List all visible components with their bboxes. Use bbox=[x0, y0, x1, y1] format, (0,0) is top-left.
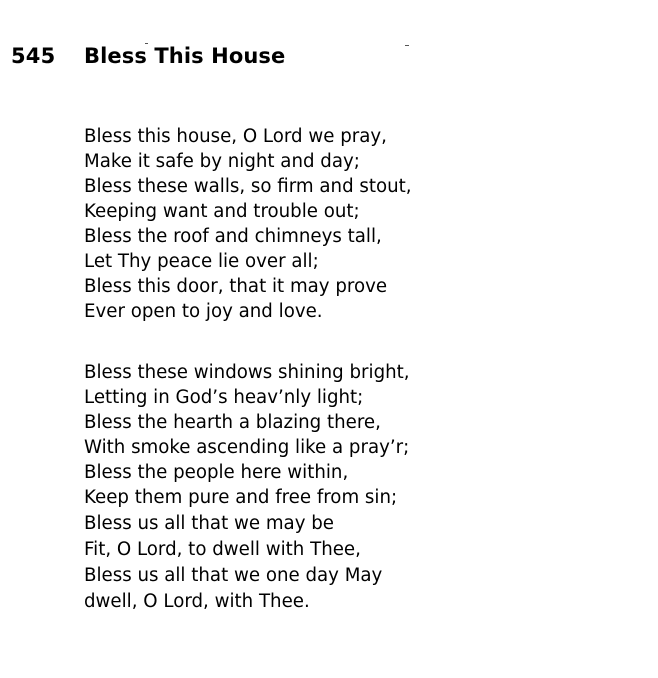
verse-line: Letting in God’s heav’nly light; bbox=[84, 387, 364, 408]
verse-line: Fit, O Lord, to dwell with Thee, bbox=[84, 539, 361, 560]
verse-line: Bless the roof and chimneys tall, bbox=[84, 226, 382, 247]
verse-2 bbox=[84, 360, 410, 614]
verse-line: Bless these walls, so firm and stout, bbox=[84, 176, 412, 197]
scan-speck bbox=[145, 43, 148, 44]
verse-line: Bless the hearth a blazing there, bbox=[84, 412, 381, 433]
hymn-number: 545 bbox=[11, 44, 56, 68]
hymn-title: Bless This House bbox=[84, 44, 286, 68]
verse-line: Bless this door, that it may prove bbox=[84, 276, 388, 297]
verse-line: Bless us all that we one day May bbox=[84, 565, 383, 586]
verse-line: Bless these windows shining bright, bbox=[84, 362, 410, 383]
verse-line: dwell, O Lord, with Thee. bbox=[84, 591, 310, 612]
verse-1 bbox=[84, 124, 412, 324]
verse-line: Keeping want and trouble out; bbox=[84, 201, 360, 222]
verse-line: With smoke ascending like a pray’r; bbox=[84, 437, 410, 458]
verse-line: Let Thy peace lie over all; bbox=[84, 251, 319, 272]
verse-line: Bless this house, O Lord we pray, bbox=[84, 126, 387, 147]
verse-line: Bless the people here within, bbox=[84, 462, 349, 483]
verse-line: Bless us all that we may be bbox=[84, 513, 334, 534]
scan-speck bbox=[405, 45, 409, 46]
verse-line: Make it safe by night and day; bbox=[84, 151, 360, 172]
verse-line: Keep them pure and free from sin; bbox=[84, 487, 398, 508]
verse-line: Ever open to joy and love. bbox=[84, 301, 323, 322]
